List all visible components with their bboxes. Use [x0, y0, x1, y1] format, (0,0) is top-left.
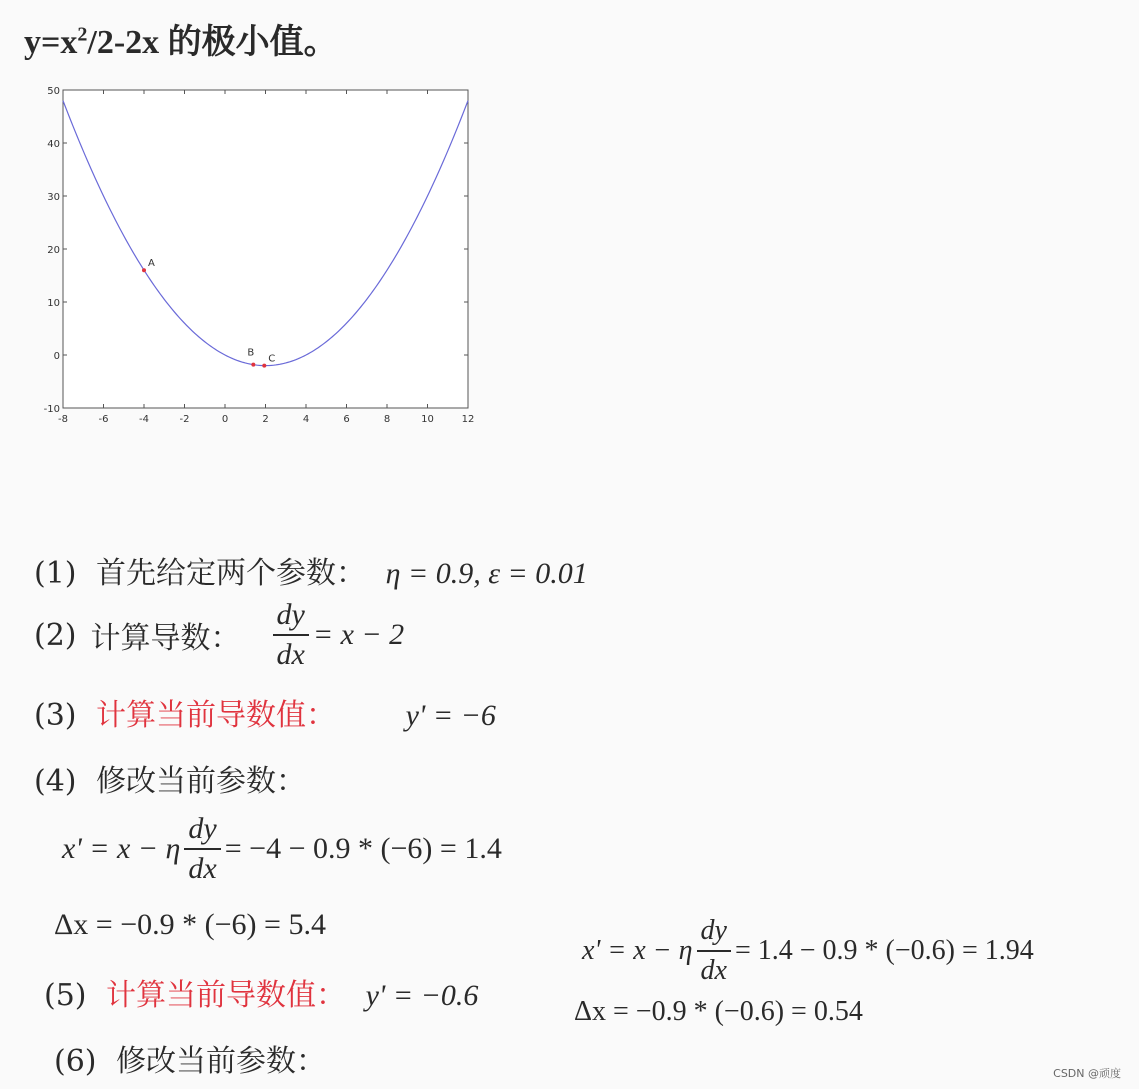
y-tick-label: 50: [47, 86, 60, 97]
step-5: [44, 970, 478, 1014]
delta-equation-2: Δx = −0.9 * (−0.6) = 0.54: [574, 996, 863, 1027]
y-tick-label: 40: [47, 139, 60, 150]
y-tick-label: 0: [53, 351, 60, 362]
plot-frame: [63, 90, 468, 408]
x-tick-label: 10: [421, 414, 434, 425]
step-text: 首先给定两个参数：: [96, 556, 367, 591]
point-a: [142, 268, 146, 272]
point-b: [251, 363, 255, 367]
step-number: (3): [34, 698, 77, 733]
step-math: η = 0.9, ε = 0.01: [385, 557, 588, 590]
point-label-a: A: [148, 258, 155, 270]
y-tick-label: 20: [47, 245, 60, 256]
step-number: (4): [34, 764, 77, 799]
step-3: [34, 690, 496, 734]
step-text: 计算当前导数值：: [96, 698, 337, 733]
step-6: [54, 1036, 326, 1080]
step-2: [34, 598, 404, 672]
x-tick-label: 0: [221, 414, 229, 425]
x-tick-label: -4: [139, 414, 149, 425]
x-tick-label: 12: [461, 414, 475, 425]
point-c: [262, 364, 266, 368]
fraction-denominator: dx: [276, 638, 305, 671]
watermark: CSDN @顽度: [1053, 1067, 1121, 1080]
delta-equation-1: Δx = −0.9 * (−6) = 5.4: [54, 908, 326, 941]
equation-rhs: = 1.4 − 0.9 * (−0.6) = 1.94: [734, 935, 1034, 966]
step-math: y' = −0.6: [365, 979, 479, 1012]
update-equation-1: [62, 812, 502, 886]
x-tick-label: 2: [262, 414, 269, 425]
step-4: [34, 756, 306, 800]
equation-lhs: x' = x − η: [582, 935, 693, 966]
page-title: [24, 14, 338, 63]
point-label-b: B: [247, 347, 255, 359]
step-number: (6): [54, 1044, 97, 1079]
step-math: y' = −6: [405, 699, 496, 732]
step-text: 计算导数：: [90, 621, 241, 656]
fraction-numerator: dy: [697, 914, 731, 952]
fraction-numerator: dy: [273, 598, 309, 636]
step-number: (5): [44, 978, 87, 1013]
fraction-denominator: dx: [700, 955, 727, 986]
x-tick-label: -2: [179, 414, 190, 425]
y-tick-label: -10: [43, 404, 60, 415]
update-equation-2: [582, 914, 1034, 988]
step-1: [34, 548, 588, 592]
derivative-fraction: [697, 914, 731, 988]
step-number: (2): [34, 617, 77, 653]
step-text: 修改当前参数：: [96, 764, 307, 799]
step-text: 计算当前导数值：: [106, 978, 347, 1013]
x-tick-label: 4: [302, 414, 310, 425]
title-suffix: /2-2x 的极小值。: [87, 24, 338, 61]
fraction-denominator: dx: [188, 852, 217, 885]
step-math: = x − 2: [312, 618, 405, 651]
x-tick-label: -8: [58, 414, 68, 425]
x-tick-label: 6: [343, 414, 350, 425]
parabola-chart: [36, 82, 486, 427]
derivative-fraction: [273, 598, 309, 672]
title-exponent: 2: [77, 23, 88, 46]
derivative-fraction: [184, 812, 220, 886]
x-tick-label: 8: [383, 414, 391, 425]
title-prefix: y=x: [24, 24, 78, 61]
fraction-numerator: dy: [184, 812, 220, 850]
x-tick-label: -6: [98, 414, 109, 425]
equation-rhs: = −4 − 0.9 * (−6) = 1.4: [224, 832, 502, 865]
step-text: 修改当前参数：: [116, 1044, 327, 1079]
step-number: (1): [34, 556, 77, 591]
y-tick-label: 30: [47, 192, 60, 203]
y-tick-label: 10: [47, 298, 60, 309]
equation-lhs: x' = x − η: [62, 832, 181, 865]
point-label-c: C: [268, 353, 276, 365]
